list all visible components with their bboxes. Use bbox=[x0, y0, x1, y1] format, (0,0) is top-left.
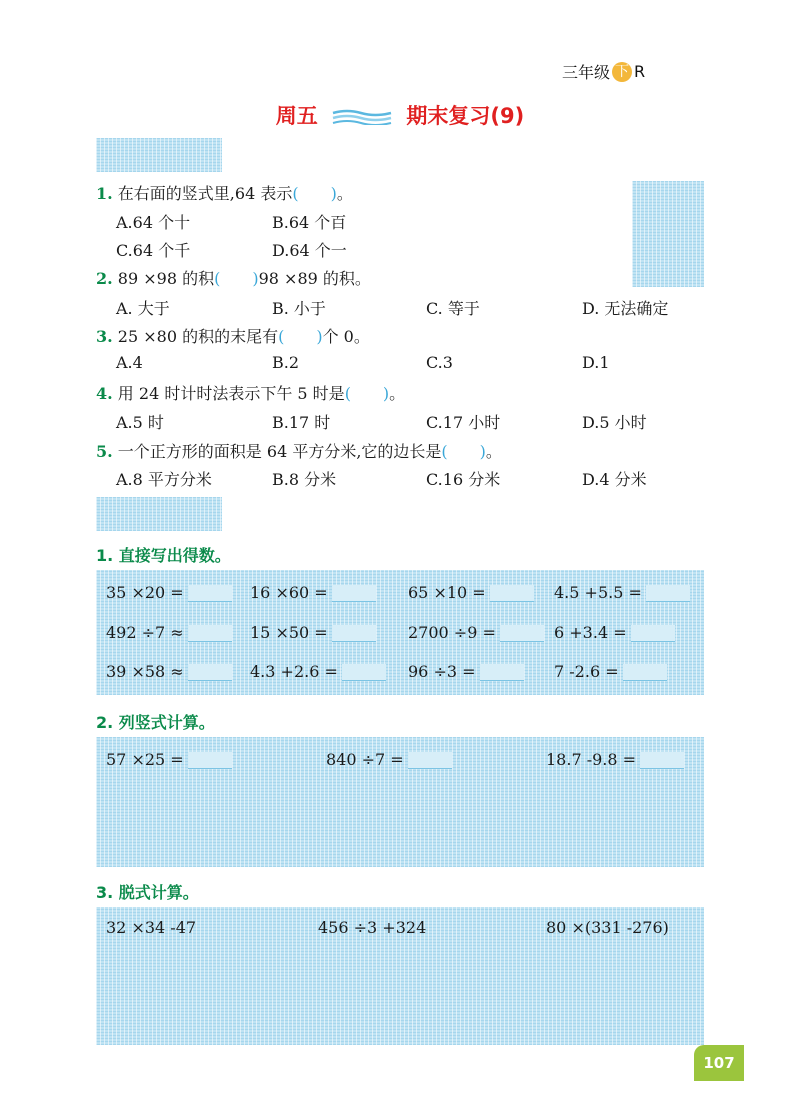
vertical-calc-figure bbox=[632, 181, 704, 287]
q4-option-b[interactable]: B.17 时 bbox=[272, 413, 331, 432]
section-direct-title: 1. 直接写出得数。 bbox=[96, 546, 231, 565]
section-vertical-title: 2. 列竖式计算。 bbox=[96, 713, 215, 732]
q4-option-a[interactable]: A.5 时 bbox=[116, 413, 164, 432]
answer-field[interactable] bbox=[631, 625, 675, 642]
answer-field[interactable] bbox=[188, 752, 232, 769]
question-5: 5. 一个正方形的面积是 64 平方分米,它的边长是( )。 bbox=[96, 442, 502, 461]
q5-option-c[interactable]: C.16 分米 bbox=[426, 470, 501, 489]
q5-option-a[interactable]: A.8 平方分米 bbox=[116, 470, 212, 489]
q5-option-d[interactable]: D.4 分米 bbox=[582, 470, 647, 489]
q3-option-a[interactable]: A.4 bbox=[116, 353, 143, 372]
title-left: 周五 bbox=[275, 104, 318, 128]
vertical-item: 18.7 -9.8 = bbox=[546, 750, 684, 769]
question-4: 4. 用 24 时计时法表示下午 5 时是( )。 bbox=[96, 384, 406, 403]
answer-field[interactable] bbox=[480, 664, 524, 681]
q5-option-b[interactable]: B.8 分米 bbox=[272, 470, 337, 489]
direct-item: 4.5 +5.5 = bbox=[554, 583, 690, 602]
answer-field[interactable] bbox=[332, 585, 376, 602]
question-1: 1. 在右面的竖式里,64 表示( )。 bbox=[96, 184, 353, 203]
vertical-item: 57 ×25 = bbox=[106, 750, 232, 769]
answer-blank[interactable]: ( ) bbox=[441, 442, 486, 461]
answer-blank[interactable]: ( ) bbox=[278, 327, 323, 346]
q2-option-a[interactable]: A. 大于 bbox=[116, 299, 170, 318]
stepwise-item: 456 ÷3 +324 bbox=[318, 918, 427, 937]
grade-prefix: 三年级 bbox=[562, 63, 611, 82]
q4-option-d[interactable]: D.5 小时 bbox=[582, 413, 647, 432]
direct-item: 96 ÷3 = bbox=[408, 662, 524, 681]
answer-field[interactable] bbox=[342, 664, 386, 681]
section-tag-choice bbox=[96, 138, 222, 172]
answer-field[interactable] bbox=[408, 752, 452, 769]
section-tag-calc bbox=[96, 497, 222, 531]
answer-field[interactable] bbox=[646, 585, 690, 602]
answer-field[interactable] bbox=[640, 752, 684, 769]
page-title bbox=[0, 100, 800, 130]
q3-option-c[interactable]: C.3 bbox=[426, 353, 453, 372]
direct-item: 15 ×50 = bbox=[250, 623, 376, 642]
answer-field[interactable] bbox=[500, 625, 544, 642]
q1-option-c[interactable]: C.64 个千 bbox=[116, 241, 191, 260]
answer-field[interactable] bbox=[332, 625, 376, 642]
direct-item: 6 +3.4 = bbox=[554, 623, 675, 642]
page-number: 107 bbox=[694, 1045, 744, 1081]
title-right: 期末复习(9) bbox=[406, 104, 525, 128]
answer-field[interactable] bbox=[188, 625, 232, 642]
grade-suffix: R bbox=[634, 62, 646, 81]
vertical-item: 840 ÷7 = bbox=[326, 750, 452, 769]
q2-option-b[interactable]: B. 小于 bbox=[272, 299, 326, 318]
direct-item: 4.3 +2.6 = bbox=[250, 662, 386, 681]
direct-item: 65 ×10 = bbox=[408, 583, 534, 602]
q1-option-a[interactable]: A.64 个十 bbox=[116, 213, 191, 232]
q3-option-d[interactable]: D.1 bbox=[582, 353, 610, 372]
direct-item: 16 ×60 = bbox=[250, 583, 376, 602]
grade-badge: 下 bbox=[612, 62, 632, 82]
question-3: 3. 25 ×80 的积的末尾有( )个 0。 bbox=[96, 327, 370, 346]
section-stepwise-title: 3. 脱式计算。 bbox=[96, 883, 199, 902]
answer-blank[interactable]: ( ) bbox=[344, 384, 390, 403]
direct-item: 35 ×20 = bbox=[106, 583, 232, 602]
q2-option-d[interactable]: D. 无法确定 bbox=[582, 299, 669, 318]
direct-item: 492 ÷7 ≈ bbox=[106, 623, 232, 642]
direct-item: 39 ×58 ≈ bbox=[106, 662, 232, 681]
stepwise-item: 80 ×(331 -276) bbox=[546, 918, 669, 937]
answer-blank[interactable]: ( ) bbox=[292, 184, 337, 203]
answer-blank[interactable]: ( ) bbox=[214, 269, 259, 288]
q3-option-b[interactable]: B.2 bbox=[272, 353, 300, 372]
grade-label bbox=[562, 60, 645, 83]
answer-field[interactable] bbox=[623, 664, 667, 681]
wave-decoration-icon bbox=[331, 109, 393, 125]
direct-item: 7 -2.6 = bbox=[554, 662, 667, 681]
q1-option-d[interactable]: D.64 个一 bbox=[272, 241, 347, 260]
question-2: 2. 89 ×98 的积( )98 ×89 的积。 bbox=[96, 269, 371, 288]
direct-item: 2700 ÷9 = bbox=[408, 623, 544, 642]
stepwise-item: 32 ×34 -47 bbox=[106, 918, 197, 937]
answer-field[interactable] bbox=[490, 585, 534, 602]
answer-field[interactable] bbox=[188, 585, 232, 602]
q4-option-c[interactable]: C.17 小时 bbox=[426, 413, 501, 432]
answer-field[interactable] bbox=[188, 664, 232, 681]
q1-option-b[interactable]: B.64 个百 bbox=[272, 213, 347, 232]
q2-option-c[interactable]: C. 等于 bbox=[426, 299, 480, 318]
